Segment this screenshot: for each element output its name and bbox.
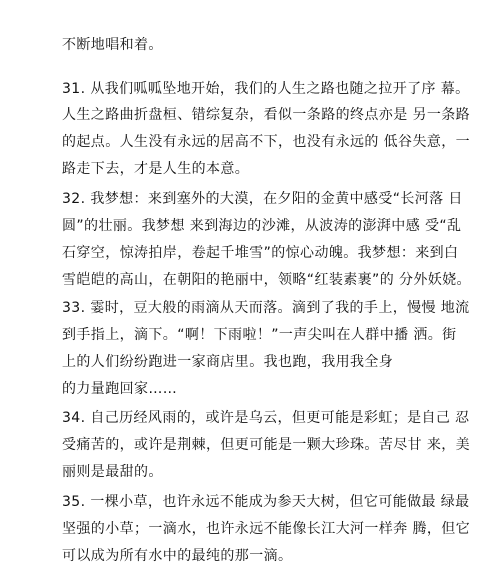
text-line: 的力量跑回家…… xyxy=(62,381,178,397)
text-line: 33. 霎时，豆大般的雨滴从天而落。滴到了我的手上，慢慢 地流 xyxy=(62,300,470,316)
text-line: 31. 从我们呱呱坠地开始，我们的人生之路也随之拉开了序 幕。 xyxy=(62,81,470,97)
text-line: 到手指上，滴下。“啊！下雨啦！”一声尖叫在人群中播 洒。街 xyxy=(62,327,457,343)
text-line: 35. 一棵小草，也许永远不能成为参天大树，但它可能做最 绿最 xyxy=(62,494,470,510)
text-line: 32. 我梦想：来到塞外的大漠，在夕阳的金黄中感受“长河落 日 xyxy=(62,191,463,207)
text-line: 受痛苦的，或许是荆棘，但更可能是一颗大珍珠。苦尽甘 来，美 xyxy=(62,437,471,453)
text-line: 丽则是最甜的。 xyxy=(62,464,163,480)
text-line: 石穿空，惊涛拍岸，卷起千堆雪”的惊心动魄。我梦想：来到白 xyxy=(62,245,459,261)
text-line: 不断地唱和着。 xyxy=(62,37,163,53)
text-line: 34. 自己历经风雨的，或许是乌云，但更可能是彩虹；是自己 忍 xyxy=(62,410,470,426)
text-line: 路走下去，才是人生的本意。 xyxy=(62,161,250,177)
text-line: 可以成为所有水中的最纯的那一滴。 xyxy=(62,548,293,564)
text-line: 雪皑皑的高山，在朝阳的艳丽中，领略“红装素裹”的 分外妖娆。 xyxy=(62,272,471,288)
text-line: 圆”的壮丽。我梦想 来到海边的沙滩，从波涛的澎湃中感 受“乱 xyxy=(62,218,462,234)
text-line: 坚强的小草；一滴水，也许永远不能像长江大河一样奔 腾，但它 xyxy=(62,521,471,537)
text-line: 的起点。人生没有永远的居高不下，也没有永远的 低谷失意，一 xyxy=(62,134,471,150)
text-line: 人生之路曲折盘桓、错综复杂，看似一条路的终点亦是 另一条路 xyxy=(62,107,471,123)
text-line: 上的人们纷纷跑进一家商店里。我也跑，我用我全身 xyxy=(62,354,394,370)
